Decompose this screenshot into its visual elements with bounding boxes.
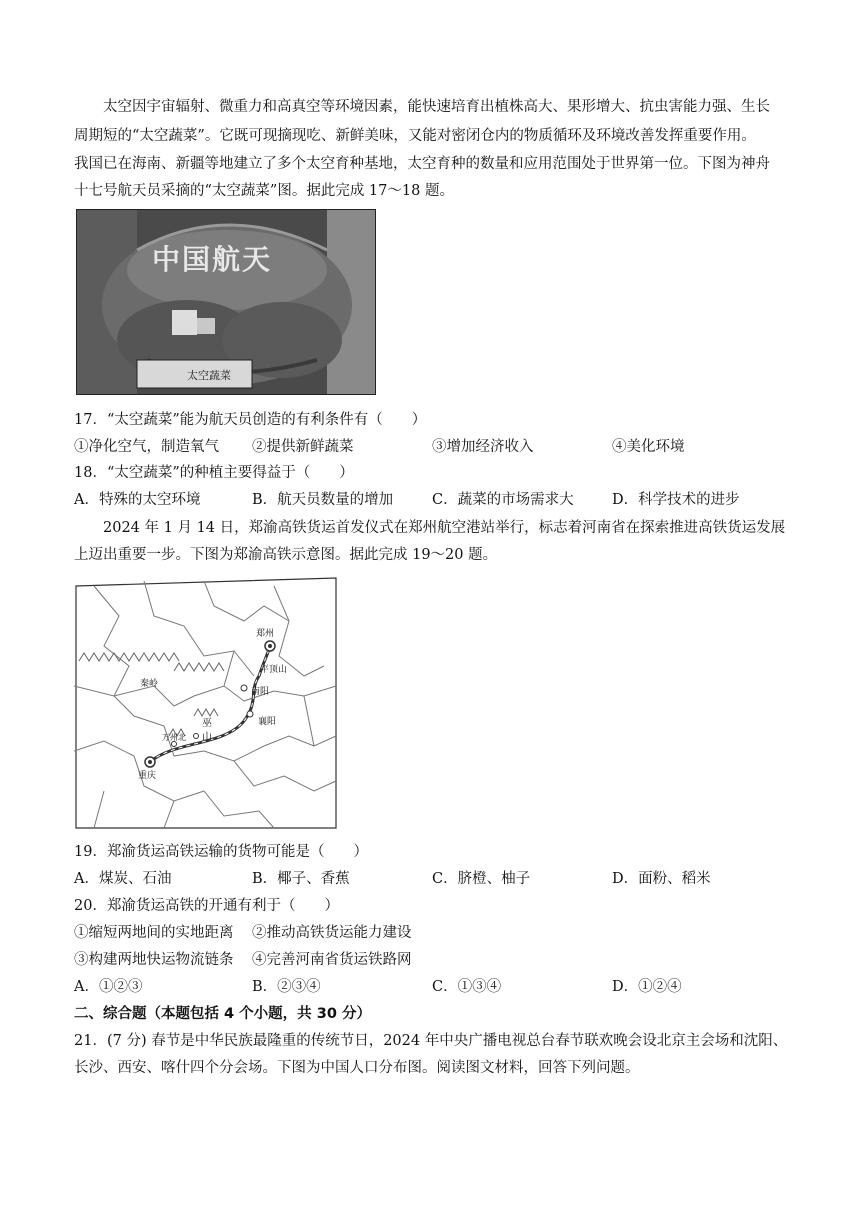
q17-option-1: ①净化空气，制造氧气 xyxy=(74,439,219,455)
map-label-wanzhoubei: 万州北 xyxy=(162,733,186,742)
intro1-line2: 周期短的“太空蔬菜”。它既可现摘现吃、新鲜美味，又能对密闭仓内的物质循环及环境改善发挥重要作用。 xyxy=(74,128,756,144)
q18-option-c: C．蔬菜的市场需求大 xyxy=(432,492,574,508)
q19-option-a: A．煤炭、石油 xyxy=(74,871,172,887)
zhengyu-railway-map xyxy=(74,576,339,830)
q17-option-2: ②提供新鲜蔬菜 xyxy=(252,439,354,455)
map-label-pingdingshan: 平顶山 xyxy=(260,665,288,675)
q21-line2: 长沙、西安、喀什四个分会场。下图为中国人口分布图。阅读图文材料，回答下列问题。 xyxy=(74,1060,640,1076)
q20-item-3: ③构建两地快运物流链条 xyxy=(74,952,234,968)
q20-item-4: ④完善河南省货运铁路网 xyxy=(252,952,412,968)
intro1-line1: 太空因宇宙辐射、微重力和高真空等环境因素，能快速培育出植株高大、果形增大、抗虫害能力强、生长 xyxy=(103,99,770,115)
map-label-chongqing: 重庆 xyxy=(138,771,157,781)
space-vegetable-photo xyxy=(76,209,376,395)
map-label-zhengzhou: 郑州 xyxy=(256,629,275,639)
pumpkin-text: 中国航天 xyxy=(152,243,273,276)
q20-option-d: D．①②④ xyxy=(612,979,682,995)
q19-option-c: C．脐橙、柚子 xyxy=(432,871,531,887)
q17-option-4: ④美化环境 xyxy=(612,439,685,455)
q19-option-d: D．面粉、稻米 xyxy=(612,871,711,887)
map-label-nanyang: 南阳 xyxy=(251,687,270,697)
q19-option-b: B．椰子、香蕉 xyxy=(252,871,350,887)
q17-stem: 17．“太空蔬菜”能为航天员创造的有利条件有（ ） xyxy=(74,412,427,428)
intro1-line3: 我国已在海南、新疆等地建立了多个太空育种基地，太空育种的数量和应用范围处于世界第一位。下图为神舟 xyxy=(74,156,770,172)
q17-option-3: ③增加经济收入 xyxy=(432,439,534,455)
q18-stem: 18．“太空蔬菜”的种植主要得益于（ ） xyxy=(74,465,354,481)
q19-stem: 19．郑渝货运高铁运输的货物可能是（ ） xyxy=(74,844,368,860)
map-label-shan: 山 xyxy=(202,732,212,743)
q18-option-b: B．航天员数量的增加 xyxy=(252,492,394,508)
q20-option-a: A．①②③ xyxy=(74,979,143,995)
sign-text: 太空蔬菜 xyxy=(187,369,231,382)
map-label-xiangyang: 襄阳 xyxy=(258,717,277,727)
intro1-line4: 十七号航天员采摘的“太空蔬菜”图。据此完成 17～18 题。 xyxy=(74,183,454,199)
q20-item-2: ②推动高铁货运能力建设 xyxy=(252,925,412,941)
intro2-line2: 上迈出重要一步。下图为郑渝高铁示意图。据此完成 19～20 题。 xyxy=(74,547,498,563)
q20-item-1: ①缩短两地间的实地距离 xyxy=(74,925,234,941)
q20-stem: 20．郑渝货运高铁的开通有利于（ ） xyxy=(74,898,339,914)
intro2-line1: 2024 年 1 月 14 日，郑渝高铁货运首发仪式在郑州航空港站举行，标志着河南省在探索推进高铁货运发展 xyxy=(103,520,786,536)
section2-title: 二、综合题（本题包括 4 个小题，共 30 分） xyxy=(74,1006,371,1022)
q20-option-b: B．②③④ xyxy=(252,979,321,995)
q20-option-c: C．①③④ xyxy=(432,979,502,995)
q18-option-d: D．科学技术的进步 xyxy=(612,492,740,508)
q18-option-a: A．特殊的太空环境 xyxy=(74,492,201,508)
map-label-qinling: 秦岭 xyxy=(140,679,159,689)
map-label-wu: 巫 xyxy=(202,718,212,729)
q21-line1: 21．(7 分) 春节是中华民族最隆重的传统节日，2024 年中央广播电视总台春节联欢晚会设北京主会场和沈阳、 xyxy=(74,1033,788,1049)
map-drawing xyxy=(74,576,339,830)
